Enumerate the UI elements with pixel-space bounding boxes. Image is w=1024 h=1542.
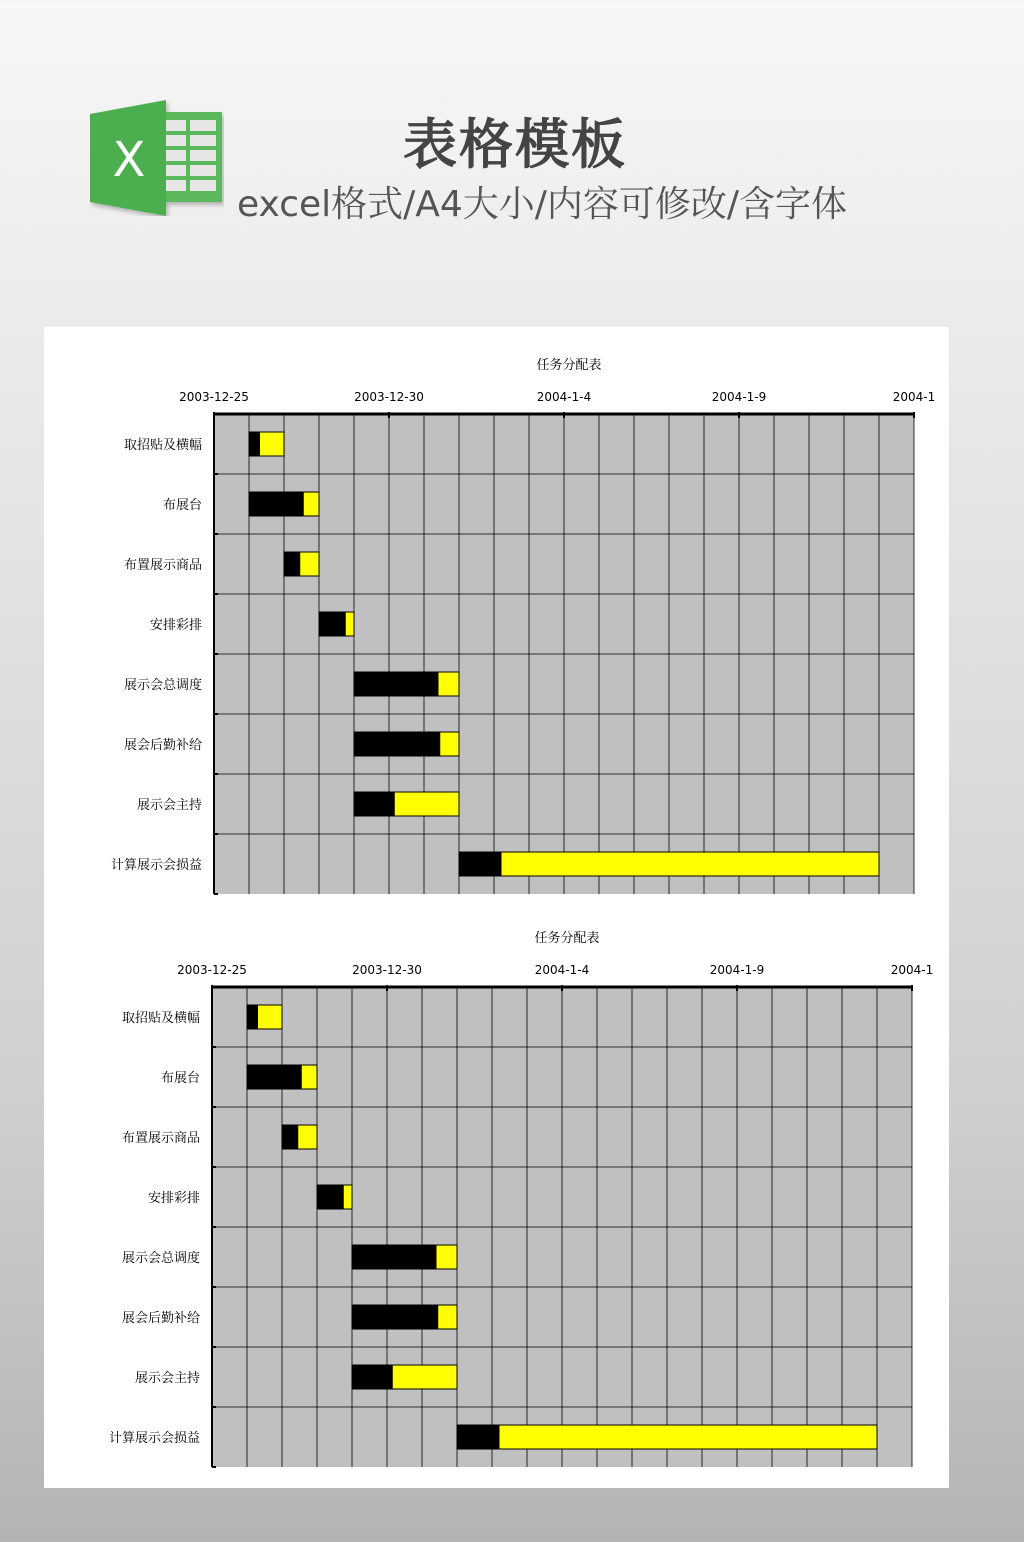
chart-title: 任务分配表 (534, 931, 600, 946)
bar-completed (282, 1125, 298, 1149)
excel-icon-letter: X (112, 132, 146, 188)
x-tick-label: 2003-12-25 (179, 390, 249, 404)
bar-remaining (298, 1125, 317, 1149)
gantt-chart-2 (42, 900, 947, 1478)
y-category-label: 展会后勤补给 (123, 738, 202, 753)
y-category-label: 展示会总调度 (123, 678, 202, 693)
x-tick-label: 2004-1-9 (711, 390, 767, 404)
bar-completed (354, 792, 394, 816)
y-category-label: 取招贴及横幅 (121, 1011, 200, 1026)
y-category-label: 展示会主持 (136, 798, 202, 813)
chart-title: 任务分配表 (536, 358, 602, 373)
bar-remaining (260, 432, 285, 456)
bar-completed (354, 732, 440, 756)
bar-completed (459, 852, 501, 876)
bar-remaining (501, 852, 879, 876)
bar-completed (352, 1245, 436, 1269)
bar-remaining (436, 1245, 457, 1269)
y-category-label: 布置展示商品 (123, 558, 202, 573)
y-category-label: 布展台 (160, 1071, 200, 1086)
bar-remaining (499, 1425, 877, 1449)
y-category-label: 布展台 (162, 498, 202, 513)
bar-remaining (300, 552, 319, 576)
bar-remaining (438, 1305, 457, 1329)
bar-remaining (258, 1005, 283, 1029)
bar-remaining (440, 732, 459, 756)
x-tick-label: 2003-12-25 (177, 963, 247, 977)
y-category-label: 安排彩排 (147, 1191, 200, 1206)
bar-completed (352, 1305, 438, 1329)
x-tick-label: 2004-1-4 (534, 963, 590, 977)
y-category-label: 布置展示商品 (121, 1131, 200, 1146)
y-category-label: 安排彩排 (149, 618, 202, 633)
y-category-label: 取招贴及横幅 (123, 438, 202, 453)
bar-completed (284, 552, 300, 576)
spreadsheet-page (44, 327, 949, 1488)
bar-completed (249, 432, 260, 456)
y-category-label: 计算展示会损益 (110, 858, 202, 873)
bar-completed (249, 492, 303, 516)
bar-remaining (345, 612, 354, 636)
bar-completed (247, 1005, 258, 1029)
bar-remaining (343, 1185, 352, 1209)
x-tick-label: 2004-1-4 (536, 390, 592, 404)
bar-remaining (303, 492, 319, 516)
bar-remaining (301, 1065, 317, 1089)
x-tick-label: 2003-12-30 (354, 390, 424, 404)
page-title: 表格模板 (403, 113, 627, 176)
x-tick-label: 2003-12-30 (352, 963, 422, 977)
bar-completed (457, 1425, 499, 1449)
x-tick-label: 2004-1-9 (709, 963, 765, 977)
bar-completed (317, 1185, 343, 1209)
x-tick-label: 2004-1 (890, 963, 934, 977)
page-subtitle: excel格式/A4大小/内容可修改/含字体 (237, 184, 848, 225)
x-tick-label: 2004-1 (892, 390, 936, 404)
bar-remaining (394, 792, 459, 816)
y-category-label: 计算展示会损益 (108, 1431, 200, 1446)
bar-remaining (392, 1365, 457, 1389)
y-category-label: 展示会主持 (134, 1371, 200, 1386)
bar-completed (319, 612, 345, 636)
y-category-label: 展示会总调度 (121, 1251, 200, 1266)
bar-completed (354, 672, 438, 696)
y-category-label: 展会后勤补给 (121, 1311, 200, 1326)
gantt-chart-1 (44, 327, 949, 905)
bar-completed (247, 1065, 301, 1089)
bar-remaining (438, 672, 459, 696)
bar-completed (352, 1365, 392, 1389)
